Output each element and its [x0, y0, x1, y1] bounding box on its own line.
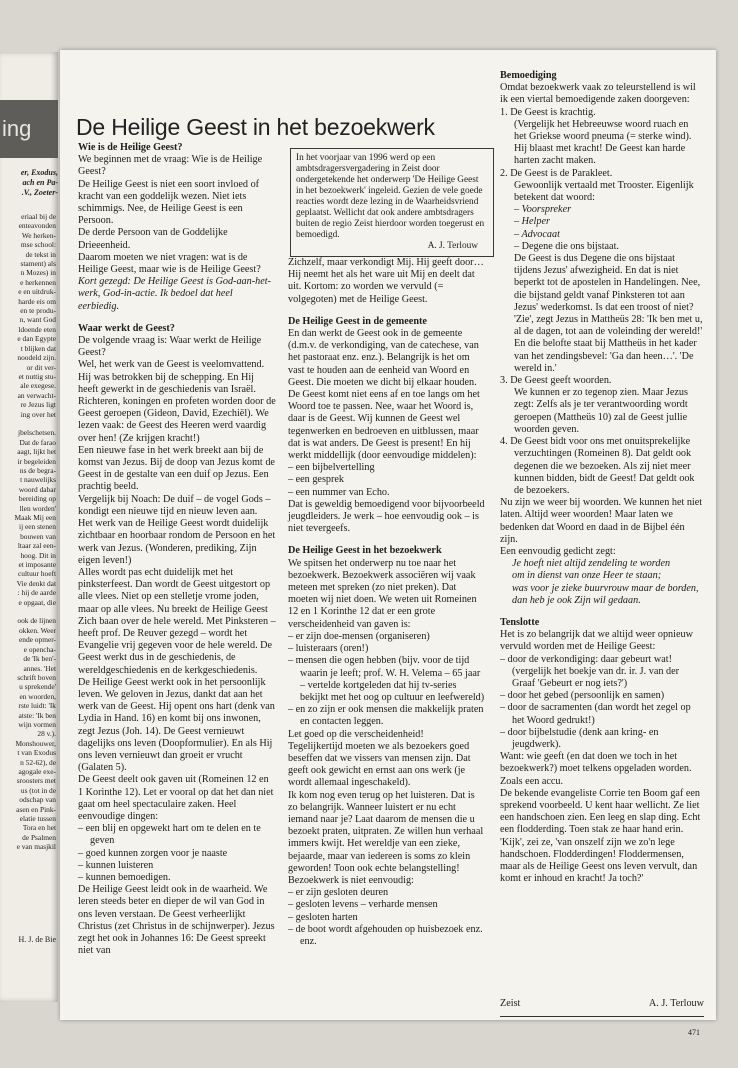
- paragraph: Een nieuwe fase in het werk breekt aan bij de komst van Jezus. Bij de doop van Jezus komt de Geest in de gestalte van een duif op Jezus. Een prachtig beeld.: [78, 444, 275, 493]
- paragraph: En dan werkt de Geest ook in de gemeente (d.m.v. de verkondiging, van de catechese, van het pastoraat enz. enz.). Belangrijk is het om vast te houden aan de eenheid van Woord en Geest. Die moeten we dicht bij elkaar houden. De Geest komt niet eens af en toe langs om het Woord toe te passen. Nee, waar het Woord is, daar is de Geest. Wij kunnen de Geest wel tegenwerken en bedroeven en uitblussen, maar dat is wat anders. De Geest is present! En hij werkt middellijk (door eenvoudige middelen):: [288, 328, 480, 462]
- previous-page-header: er, Exodus, ach en Pa- .V., Zoeter-: [20, 168, 58, 197]
- paragraph: (Vergelijk het Hebreeuwse woord ruach en het Griekse woord pneuma (= sterke wind). Hij blaast met kracht! De Geest kan harde harten zacht maken.: [514, 118, 692, 167]
- paragraph: Dat is geweldig bemoedigend voor bijvoorbeeld jeugdleiders. Je werk – hoe eenvoudig ook – is niet tevergeefs.: [288, 498, 485, 535]
- heading-waar: Waar werkt de Geest?: [78, 322, 175, 334]
- paragraph: Wel, het werk van de Geest is veelomvattend. Hij was betrokken bij de schepping. En Hij heeft gewerkt in de geschiedenis van Israël. Richteren, koningen en profeten worden door de Geest geroepen (Gideon, David, Ezechiël). We lezen vaak: de Geest des Heeren werd vaardig over hen! (Ze krijgen kracht!): [78, 359, 276, 444]
- list-item: – luisteraars (oren!): [288, 643, 369, 655]
- paragraph: Omdat bezoekwerk vaak zo teleurstellend is wil ik een viertal bemoedigende zaken doorgeven:: [500, 82, 696, 106]
- footer-place: Zeist: [500, 998, 521, 1009]
- paragraph: Vergelijk bij Noach: De duif – de vogel Gods – kondigt een nieuwe tijd en nieuw leven aan.: [78, 493, 271, 517]
- article-title: De Heilige Geest in het bezoekwerk: [76, 114, 435, 140]
- column-3: [500, 70, 703, 885]
- paragraph: Ik kom nog even terug op het luisteren. Dat is zo belangrijk. Wanneer luistert er nu echt iemand naar je? Laat daarom de mensen die u bezoekt praten, uitpraten. Ze willen hun verhaal immers kwijt. Het wereldje van een zieke, bejaarde, maar van iedereen is soms zo klein geworden! Toon ook echte belangstelling!: [288, 789, 484, 874]
- list-item: – door de sacramenten (dan wordt het zegel op het Woord gedrukt!): [500, 702, 691, 726]
- list-item: – door bijbelstudie (denk aan kring- en jeugdwerk).: [500, 726, 659, 750]
- list-item: – Degene die ons bijstaat.: [514, 240, 619, 252]
- poem-line: dan heb je ook Zijn wil gedaan.: [512, 594, 641, 606]
- paragraph: De volgende vraag is: Waar werkt de Heilige Geest?: [78, 335, 262, 359]
- list-item: – de boot wordt afgehouden op huisbezoek enz. enz.: [288, 923, 483, 947]
- paragraph: De Heilige Geest is niet een soort invloed of kracht van een goddelijk wezen. Niet iets schimmigs. Nee, de Heilige Geest is een Persoon.: [78, 178, 260, 227]
- paragraph: Gewoonlijk vertaald met Trooster. Eigenlijk betekent dat woord:: [514, 179, 694, 204]
- poem-line: was voor je zieke buurvrouw maar de borden,: [512, 582, 699, 594]
- list-item: – er zijn doe-mensen (organiseren): [288, 630, 430, 642]
- column-2: [288, 257, 486, 948]
- paragraph: De derde Persoon van de Goddelijke Drieeenheid.: [78, 227, 228, 251]
- list-item: – er zijn gesloten deuren: [288, 887, 389, 899]
- footer-author: A. J. Terlouw: [648, 998, 704, 1009]
- list-item: – een nummer van Echo.: [288, 486, 390, 498]
- paragraph: 'Zie', zegt Jezus in Mattheüs 28: 'Ik ben met u, al de dagen, tot aan de voleinding der wereld!': [514, 314, 703, 338]
- list-item: – kunnen bemoedigen.: [78, 871, 171, 883]
- list-item: – mensen die ogen hebben (bijv. voor de tijd waarin je leeft; prof. W. H. Velema – 65 jaar – vertelde kortgeleden dat hij tv-series bekijkt met het oog op cultuur en leefwereld): [288, 655, 485, 703]
- paragraph: De Geest is dus Degene die ons bijstaat tijdens Jezus' afwezigheid. En dat is niet beperkt tot de apostelen in Handelingen. Nee, die bijstand geldt vanaf Pinksteren tot aan Jezus' wederkomst. Is dat een troost of niet?: [514, 253, 701, 313]
- paragraph: Want: wie geeft (en dat doen we toch in het bezoekwerk?) moet telkens opgeladen worden. Zoals een accu.: [500, 751, 692, 787]
- paragraph: Tegelijkertijd moeten we als bezoekers goed beseffen dat we vissers van mensen zijn. Dat geeft ook gewicht en ernst aan ons werk (je wordt allemaal ingeschakeld).: [288, 740, 471, 789]
- column-1: [78, 142, 276, 957]
- previous-page-text: eriaal bij de enteavonden We herken- mse school: de tekst in stament) als n Mozes) in e herkennen e en uitdruk- harde eis om en te produ- n, want God ldoende eten e dan Egypte t blijken dat noodeld zijn. or dit ver- et nuttig stu- ale exegese. an verwacht- re Jezus ligt ing over het jbelschetsen. Dat de farao aagt, lijkt het ir begeleiden ns de begra- t nauwelijks woord dabar bereiding op llen worden' Maak Mij een ij een stenen bouwen van ltaar zal een- hoog. Dit in et imposante cultuur hoeft Vie denkt dat : hij de aarde e opgaat, die ook de lijnen okken. Weer ende opmer- e opencha- de 'Ik ben'- annes. 'Het schrift boven u sprekende' en woorden, rste luidt: 'Ik atste: 'Ik ben wijn vormen 28 v.). Monshouwer, t van Exodus n 52-62), de agogale exe- sroosters met us (tot in de odschap van asen en Pink- elatie tussen Tora en het de Psalmen e van masjkil: [14, 212, 56, 852]
- paragraph: En die belofte staat bij Mattheüs in het kader van het zendingsbevel: 'Ga dan heen…'. 'De wereld in.': [514, 338, 697, 374]
- paragraph: Zichzelf, maar verkondigt Mij. Hij geeft door… Hij neemt het als het ware uit Mij en deelt dat uit. Kortom: zo worden we vervuld (= volgegoten) met de Heilige Geest.: [288, 257, 484, 305]
- previous-page-edge: [0, 52, 58, 1002]
- list-item: – Helper: [514, 216, 550, 228]
- list-item: – en zo zijn er ook mensen die makkelijk praten en contacten leggen.: [288, 704, 484, 728]
- paragraph: Het is zo belangrijk dat we altijd weer opnieuw vervuld worden met de Heilige Geest:: [500, 629, 693, 653]
- numbered-item: 4. De Geest bidt voor ons met onuitsprekelijke verzuchtingen (Romeinen 8). Dat geldt ook degenen die we bezoeken. Als zij niet meer kunnen bidden, bidt de Geest! Dat geldt ook de bezoekers.: [500, 436, 695, 496]
- article-page: [60, 50, 716, 1037]
- paragraph: We kunnen er zo tegenop zien. Maar Jezus zegt: Zelfs als je ter verantwoording wordt geroepen (Mattheüs 10) zal de Geest jullie woorden geven.: [514, 387, 688, 435]
- list-item: – Advocaat: [514, 228, 560, 240]
- intro-box: [290, 148, 494, 257]
- list-item: – een bijbelvertelling: [288, 462, 375, 474]
- paragraph: We spitsen het onderwerp nu toe naar het bezoekwerk. Bezoekwerk associëren wij vaak meteen met spreken (zo niet preken). Dat moeten wij niet doen. We weten uit Romeinen 12 en 1 Korinthe 12 dat er een grote verscheidenheid van gaven is:: [288, 557, 477, 630]
- paragraph: De Geest deelt ook gaven uit (Romeinen 12 en 1 Korinthe 12). Let er vooral op dat het dan niet gaat om heel spectaculaire zaken. Heel eenvoudige dingen:: [78, 774, 274, 822]
- list-item: – een blij en opgewekt hart om te delen en te geven: [78, 823, 261, 847]
- list-item: – goed kunnen zorgen voor je naaste: [78, 847, 228, 859]
- paragraph: Het werk van de Heilige Geest wordt duidelijk zichtbaar en hoorbaar rondom de Persoon en het werk van Jezus. (Wonderen, prediking, Zijn eigen leven!): [78, 518, 276, 566]
- list-item: – gesloten harten: [288, 911, 358, 923]
- paragraph: Bezoekwerk is niet eenvoudig:: [288, 874, 414, 886]
- heading-bezoekwerk: De Heilige Geest in het bezoekwerk: [288, 545, 442, 557]
- list-item: – Voorspreker: [514, 204, 572, 216]
- paragraph: Let goed op die verscheidenheid!: [288, 728, 424, 740]
- paragraph: Daarom moeten we niet vragen: wat is de Heilige Geest, maar wie is de Heilige Geest?: [78, 251, 261, 276]
- paragraph: Nu zijn we weer bij woorden. We kunnen het niet laten. Altijd weer woorden! Maar laten we bedenken dat Woord en daad in de Bijbel één zijn.: [500, 497, 703, 545]
- heading-gemeente: De Heilige Geest in de gemeente: [288, 315, 427, 327]
- paragraph: De Heilige Geest werkt ook in het persoonlijk leven. We geloven in Jezus, dankt dat aan het werk van de Geest. Hij opent ons hart (denk van Lydia in Hand. 16) en komt bij ons inwonen, zegt Jezus (Joh. 14). De Geest vernieuwt dagelijks ons leven (Doopformulier). En als Hij ons leven vernieuwt dan groeit er vrucht (Galaten 5).: [78, 676, 275, 774]
- list-item: – door de verkondiging: daar gebeurt wat! (vergelijk het boekje van dr. ir. J. van der Graaf 'Gebeurt er nog iets?'): [500, 653, 680, 689]
- numbered-item: 3. De Geest geeft woorden.: [500, 375, 612, 387]
- heading-bemoediging: Bemoediging: [500, 70, 557, 81]
- list-item: – een gesprek: [288, 474, 345, 486]
- paragraph: De Heilige Geest leidt ook in de waarheid. We leren steeds beter en dieper de wil van God in ons leven verstaan. De Geest verheerlijkt Christus (zet Christus in de schijnwerper). Jezus zegt het ook in Johannes 16: De Geest spreekt niet van: [78, 884, 275, 957]
- heading-wie: Wie is de Heilige Geest?: [78, 142, 183, 153]
- paragraph: Een eenvoudig gedicht zegt:: [500, 545, 616, 557]
- list-item: – gesloten levens – verharde mensen: [288, 899, 438, 911]
- footer-rule: [500, 1016, 704, 1017]
- previous-page-signature: H. J. de Bie: [18, 935, 56, 944]
- paragraph: Alles wordt pas echt duidelijk met het pinksterfeest. Dan wordt de Geest uitgestort op alle vlees. Niet op een stelletje vrome joden, maar op alle vlees. Nu breekt de Heilige Geest Zich baan over de hele wereld. Met Pinksteren – heeft prof. De Reuver gezegd – wordt het Evangelie vrij gegeven voor de hele wereld. De Geest werkt dus in de geschiedenis, de wereldgeschiedenis en de kerkgeschiedenis.: [78, 566, 276, 676]
- list-item: – kunnen luisteren: [78, 859, 154, 871]
- section-tab: ing: [0, 100, 58, 158]
- intro-signature: A. J. Terlouw: [427, 241, 478, 251]
- paragraph: Kort gezegd: De Heilige Geest is God-aan-het-werk, God-in-actie. Ik bedoel dat heel eerbiedig.: [78, 276, 271, 312]
- poem-line: Je hoeft niet altijd zendeling te worden: [512, 558, 671, 570]
- heading-tenslotte: Tenslotte: [500, 616, 540, 628]
- page-number: 471: [688, 1028, 700, 1037]
- paragraph: We beginnen met de vraag: Wie is de Heilige Geest?: [78, 154, 263, 178]
- list-item: – door het gebed (persoonlijk en samen): [500, 690, 665, 702]
- intro-text: In het voorjaar van 1996 werd op een ambtsdragersvergadering in Zeist door ondergetekende het onderwerp 'De Heilige Geest in het bezoekwerk' ingeleid. Gezien de vele goede reacties wordt deze lezing in de Waarheidsvriend geplaatst. Wellicht dat ook andere ambtsdragers buiten de regio Zeist hierdoor worden toegerust en bemoedigd.: [296, 153, 485, 240]
- paragraph: De bekende evangeliste Corrie ten Boom gaf een sprekend voorbeeld. U kent haar wellicht. Ze liet een handschoen zien. Een leeg en slap ding. Echt een flodderding. Toen stak ze haar hand erin. 'Kijk', zei ze, 'van onszelf zijn we zo'n lege handschoen. Flodderdingen! Floddermensen, maar als de Heilige Geest ons leven vervult, dan komt er inhoud en kracht! Ja toch?': [500, 787, 701, 885]
- numbered-item: 1. De Geest is krachtig.: [500, 106, 596, 118]
- article-footer: [500, 998, 704, 1009]
- numbered-item: 2. De Geest is de Parakleet.: [500, 167, 613, 179]
- poem-line: om in dienst van onze Heer te staan;: [512, 570, 662, 582]
